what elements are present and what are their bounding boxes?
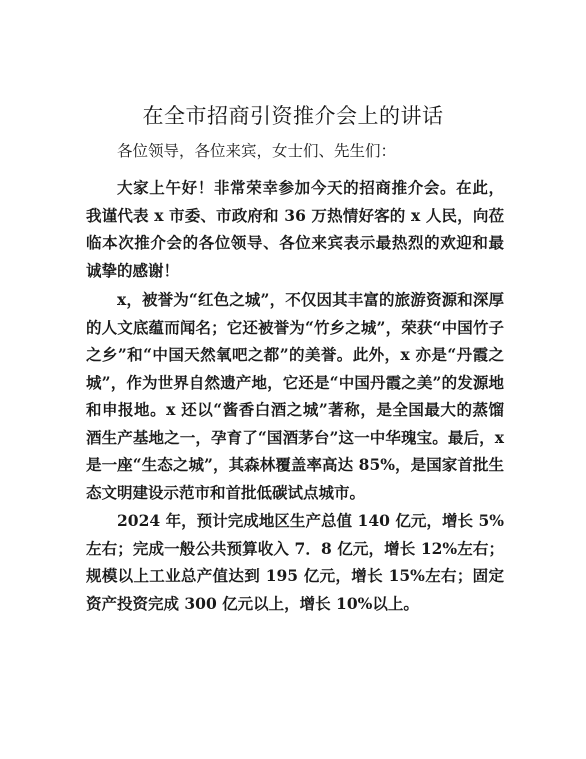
paragraph-economy-stats: 2024 年，预计完成地区生产总值 140 亿元，增长 5%左右；完成一般公共预算收入 7．8 亿元，增长 12%左右；规模以上工业总产值达到 195 亿元，增长 15%左右；固定资产投资完成 300 亿元以上，增长 10%以上。: [86, 511, 504, 613]
paragraph-city-intro: x，被誉为“红色之城”，不仅因其丰富的旅游资源和深厚的人文底蕴而闻名；它还被誉为“竹乡之城”，荣获“中国竹子之乡”和“中国天然氧吧之都”的美誉。此外，x 亦是“丹霞之城”，作为世界自然遗产地，它还是“中国丹霞之美”的发源地和申报地。x 还以“酱香白酒之城”著称，是全国最大的蒸馏酒生产基地之一，孕育了“国酒茅台”这一中华瑰宝。最后，x 是一座“生态之城”，其森林覆盖率高达 85%，是国家首批生态文明建设示范市和首批低碳试点城市。: [86, 290, 504, 502]
paragraph-greeting: 大家上午好！非常荣幸参加今天的招商推介会。在此，我谨代表 x 市委、市政府和 36 万热情好客的 x 人民，向莅临本次推介会的各位领导、各位来宾表示最热烈的欢迎和最诚挚的感谢！: [86, 178, 504, 280]
document-title: 在全市招商引资推介会上的讲话: [142, 104, 444, 128]
salutation: 各位领导，各位来宾，女士们、先生们：: [117, 142, 397, 160]
